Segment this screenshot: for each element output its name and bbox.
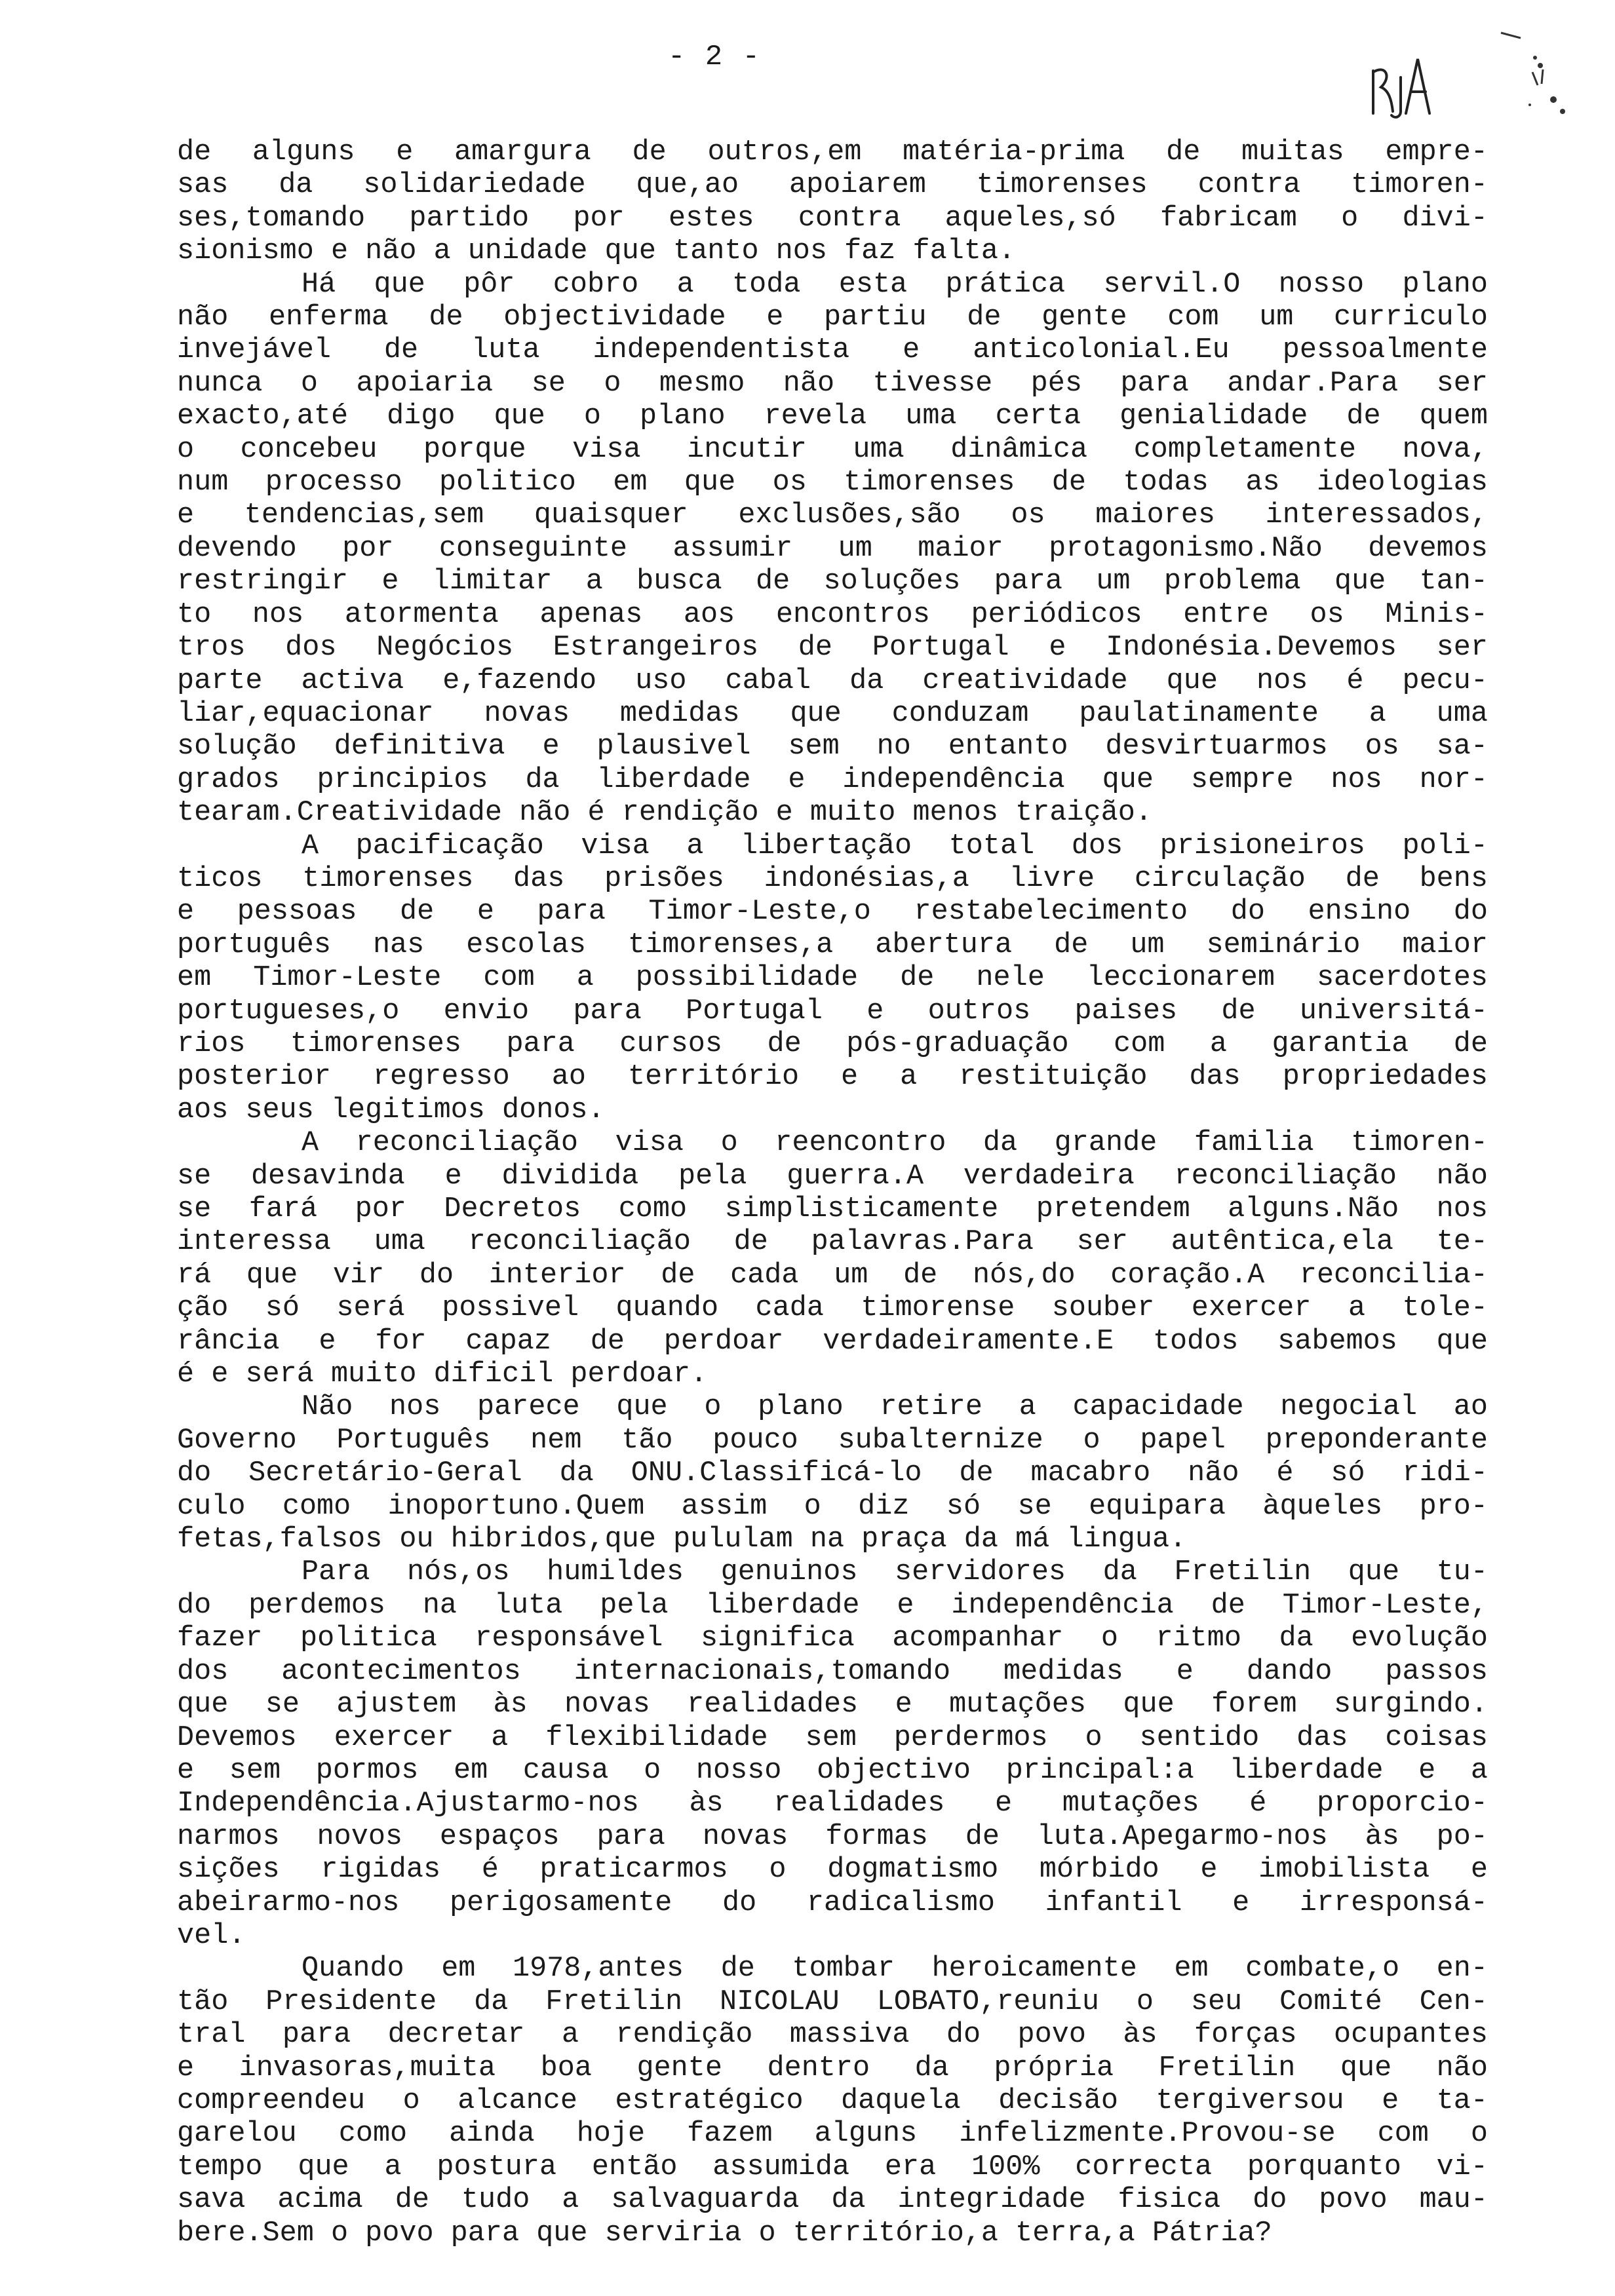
text-line: abeirarmo-nos perigosamente do radicalismo infantil e irresponsá-	[177, 1886, 1488, 1919]
text-line: tempo que a postura então assumida era 100% correcta porquanto vi-	[177, 2151, 1488, 2183]
text-line: tros dos Negócios Estrangeiros de Portugal e Indonésia.Devemos ser	[177, 632, 1488, 664]
text-line: rância e for capaz de perdoar verdadeiramente.E todos sabemos que	[177, 1325, 1488, 1358]
text-line: não enferma de objectividade e partiu de gente com um curriculo	[177, 301, 1488, 334]
text-line: nunca o apoiaria se o mesmo não tivesse pés para andar.Para ser	[177, 367, 1488, 400]
text-line: aos seus legitimos donos.	[177, 1094, 605, 1126]
text-line: Há que pôr cobro a toda esta prática servil.O nosso plano	[302, 268, 1488, 301]
text-line: restringir e limitar a busca de soluções para um problema que tan-	[177, 565, 1488, 598]
text-line: devendo por conseguinte assumir um maior protagonismo.Não devemos	[177, 532, 1488, 565]
text-line: compreendeu o alcance estratégico daquela decisão tergiversou e ta-	[177, 2084, 1488, 2117]
text-line: tão Presidente da Fretilin NICOLAU LOBATO,reuniu o seu Comité Cen-	[177, 1985, 1488, 2018]
text-line: exacto,até digo que o plano revela uma certa genialidade de quem	[177, 400, 1488, 433]
text-line: fetas,falsos ou hibridos,que pululam na praça da má lingua.	[177, 1523, 1187, 1556]
text-line: dos acontecimentos internacionais,tomando medidas e dando passos	[177, 1655, 1488, 1688]
text-line: tral para decretar a rendição massiva do povo às forças ocupantes	[177, 2019, 1488, 2052]
paragraph	[177, 1556, 1488, 1953]
text-line: e invasoras,muita boa gente dentro da própria Fretilin que não	[177, 2052, 1488, 2084]
text-line: bere.Sem o povo para que serviria o território,a terra,a Pátria?	[177, 2217, 1272, 2249]
text-line: garelou como ainda hoje fazem alguns infelizmente.Provou-se com o	[177, 2118, 1488, 2151]
text-line: Governo Português nem tão pouco subalternize o papel preponderante	[177, 1424, 1488, 1457]
text-line: narmos novos espaços para novas formas de luta.Apegarmo-nos às po-	[177, 1820, 1488, 1853]
text-line: se fará por Decretos como simplisticamente pretendem alguns.Não nos	[177, 1193, 1488, 1225]
handwritten-initials	[1367, 51, 1445, 123]
text-line: em Timor-Leste com a possibilidade de nele leccionarem sacerdotes	[177, 962, 1488, 995]
text-line: Independência.Ajustarmo-nos às realidades e mutações é proporcio-	[177, 1788, 1488, 1820]
paragraph	[177, 1127, 1488, 1391]
text-line: posterior regresso ao território e a restituição das propriedades	[177, 1061, 1488, 1094]
text-line: ses,tomando partido por estes contra aqueles,só fabricam o divi-	[177, 202, 1488, 235]
text-line: solução definitiva e plausivel sem no entanto desvirtuarmos os sa-	[177, 731, 1488, 763]
page-number: - 2 -	[667, 41, 762, 73]
text-line: Devemos exercer a flexibilidade sem perdermos o sentido das coisas	[177, 1721, 1488, 1754]
text-line: interessa uma reconciliação de palavras.Para ser autêntica,ela te-	[177, 1226, 1488, 1259]
paragraph	[177, 830, 1488, 1128]
text-line: Quando em 1978,antes de tombar heroicamente em combate,o en-	[302, 1953, 1488, 1985]
paragraph	[177, 136, 1488, 269]
text-line: e tendencias,sem quaisquer exclusões,são os maiores interessados,	[177, 499, 1488, 532]
text-line: num processo politico em que os timorenses de todas as ideologias	[177, 467, 1488, 499]
text-line: fazer politica responsável significa acompanhar o ritmo da evolução	[177, 1622, 1488, 1655]
text-line: sava acima de tudo a salvaguarda da integridade fisica do povo mau-	[177, 2184, 1488, 2217]
text-line: A reconciliação visa o reencontro da grande familia timoren-	[302, 1127, 1488, 1160]
paragraph	[177, 1953, 1488, 2250]
text-line: se desavinda e dividida pela guerra.A verdadeira reconciliação não	[177, 1160, 1488, 1193]
text-line: Para nós,os humildes genuinos servidores da Fretilin que tu-	[302, 1556, 1488, 1589]
text-line: e pessoas de e para Timor-Leste,o restabelecimento do ensino do	[177, 896, 1488, 928]
text-line: Não nos parece que o plano retire a capacidade negocial ao	[302, 1391, 1488, 1424]
letter-body	[177, 136, 1488, 2250]
text-line: invejável de luta independentista e anticolonial.Eu pessoalmente	[177, 334, 1488, 367]
text-line: ticos timorenses das prisões indonésias,a livre circulação de bens	[177, 862, 1488, 895]
text-line: grados principios da liberdade e independência que sempre nos nor-	[177, 763, 1488, 796]
text-line: culo como inoportuno.Quem assim o diz só se equipara àqueles pro-	[177, 1490, 1488, 1523]
text-line: que se ajustem às novas realidades e mutações que forem surgindo.	[177, 1689, 1488, 1721]
scan-specks	[1494, 26, 1593, 138]
paragraph	[177, 269, 1488, 830]
text-line: sições rigidas é praticarmos o dogmatismo mórbido e imobilista e	[177, 1854, 1488, 1886]
text-line: A pacificação visa a libertação total dos prisioneiros poli-	[302, 830, 1488, 862]
text-line: sas da solidariedade que,ao apoiarem timorenses contra timoren-	[177, 169, 1488, 202]
text-line: e sem pormos em causa o nosso objectivo principal:a liberdade e a	[177, 1754, 1488, 1787]
text-line: de alguns e amargura de outros,em matéria-prima de muitas empre-	[177, 136, 1488, 168]
text-line: ção só será possivel quando cada timorense souber exercer a tole-	[177, 1292, 1488, 1325]
text-line: portugueses,o envio para Portugal e outros paises de universitá-	[177, 995, 1488, 1027]
text-line: parte activa e,fazendo uso cabal da creatividade que nos é pecu-	[177, 664, 1488, 697]
text-line: do Secretário-Geral da ONU.Classificá-lo de macabro não é só ridi-	[177, 1457, 1488, 1490]
text-line: vel.	[177, 1919, 246, 1952]
text-line: rá que vir do interior de cada um de nós,do coração.A reconcilia-	[177, 1259, 1488, 1292]
text-line: o concebeu porque visa incutir uma dinâmica completamente nova,	[177, 433, 1488, 466]
text-line: português nas escolas timorenses,a abertura de um seminário maior	[177, 928, 1488, 961]
text-line: tearam.Creatividade não é rendição e muito menos traição.	[177, 797, 1152, 830]
paragraph	[177, 1391, 1488, 1556]
text-line: to nos atormenta apenas aos encontros periódicos entre os Minis-	[177, 598, 1488, 631]
text-line: do perdemos na luta pela liberdade e independência de Timor-Leste,	[177, 1589, 1488, 1622]
text-line: liar,equacionar novas medidas que conduzam paulatinamente a uma	[177, 697, 1488, 730]
text-line: rios timorenses para cursos de pós-graduação com a garantia de	[177, 1027, 1488, 1060]
text-line: é e será muito dificil perdoar.	[177, 1358, 708, 1391]
text-line: sionismo e não a unidade que tanto nos faz falta.	[177, 235, 1016, 268]
